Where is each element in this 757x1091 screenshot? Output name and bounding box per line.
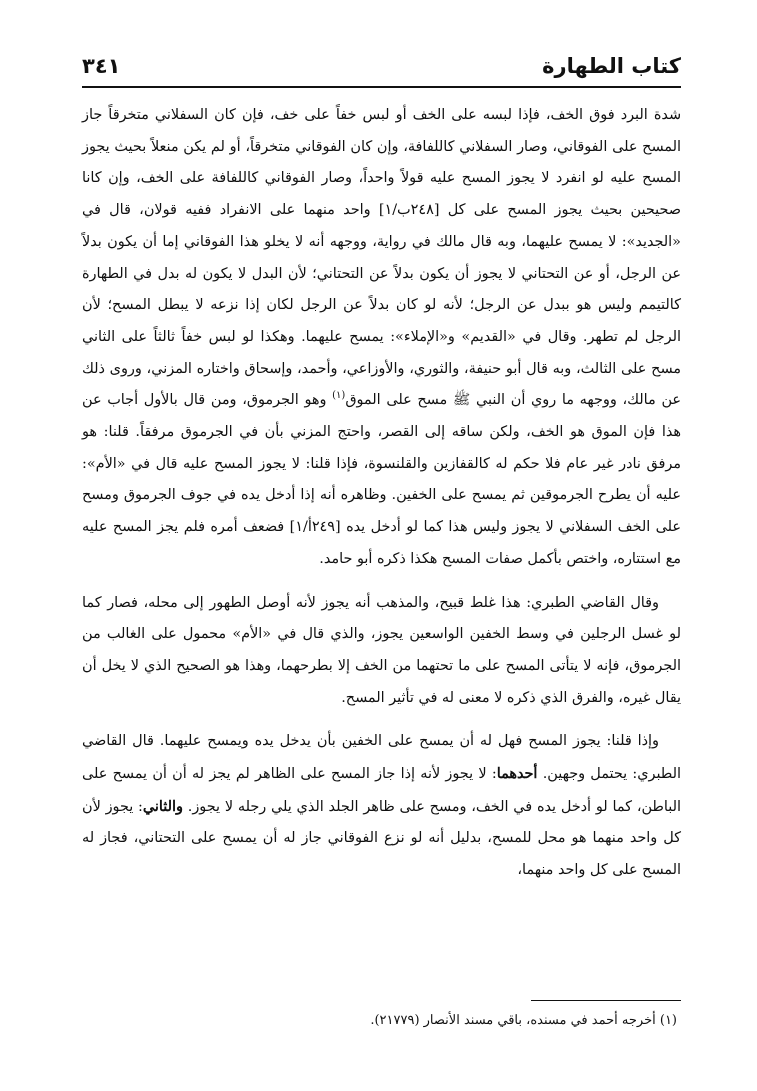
footnote-marker: (١) bbox=[332, 390, 346, 402]
paragraph-1-continued: وهو الجرموق، ومن قال بالأول أجاب عن هذا فإن الموق هو الخف، ولكن ساقه إلى القصر، واحتج المزني بأن في الجرموق مرفقاً. قلنا: هو مرفق نادر غير عام فلا حكم له كالقفازين والقلنسوة، فإذا قلنا: لا يجوز المسح عليه قال في «الأم»: عليه أن يطرح الجرموقين ثم يمسح على الخفين. وظاهره أنه إذا أدخل يده في جوف الجرموق ومسح على الخف السفلاني لا يجوز وليس هذا كما لو أدخل يده [٢٤٩أ/١] فضعف أمره فلم يجز المسح عليه مع استتاره، واختص بأكمل صفات المسح هكذا ذكره أبو حامد. bbox=[82, 392, 682, 567]
paragraph-3 bbox=[82, 726, 681, 887]
paragraph-3-text-b: : لا يجوز لأنه إذا جاز المسح على الظاهر لم يجز له أن أن يمسح على الباطن، كما لو أدخل يده في الخف، ومسح على ظاهر الجلد الذي يلي رجله لا يجوز. bbox=[82, 766, 681, 815]
first-opinion-label: أحدهما bbox=[496, 765, 538, 783]
page-header bbox=[82, 52, 681, 88]
paragraph-3-text-a: وإذا قلنا: يجوز المسح فهل له أن يمسح على الخفين بأن يدخل يده ويمسح عليهما. قال القاضي الطبري: يحتمل وجهين. bbox=[82, 733, 681, 783]
footnote: (١) أخرجه أحمد في مسنده، باقي مسند الأنصار (٢١٧٧٩). bbox=[370, 1013, 677, 1028]
footnote-divider bbox=[531, 1000, 681, 1001]
main-text bbox=[82, 100, 681, 887]
chapter-title: كتاب الطهارة bbox=[542, 54, 681, 78]
second-opinion-label: والثاني bbox=[142, 797, 183, 815]
paragraph-1 bbox=[82, 100, 681, 576]
paragraph-2 bbox=[82, 588, 681, 715]
paragraph-3-text-c: : يجوز لأن كل واحد منهما هو محل للمسح، بدليل أنه لو نزع الفوقاني جاز له أن يمسح على التحتاني، فجاز له المسح على كل واحد منهما، bbox=[82, 798, 681, 879]
paragraph-1-text: شدة البرد فوق الخف، فإذا لبسه على الخف أو لبس خفاً على خف، فإن كان السفلاني متخرقاً جاز المسح على الفوقاني، وصار السفلاني كاللفافة، وإن كان الفوقاني متخرقاً، أو لم يكن منعلاً بحيث يجوز المسح عليه لو انفرد لا يجوز المسح عليه قولاً واحداً، وصار الفوقاني كاللفافة على الخف، وإن كانا صحيحين بحيث يجوز المسح على كل [٢٤٨ب/١] واحد منهما على الانفراد ففيه قولان، قال في «الجديد»: لا يمسح عليهما، وبه قال مالك في رواية، ووجهه أنه لا يخلو هذا الفوقاني إما أن يكون بدلاً عن الرجل، أو عن التحتاني لا يجوز أن يكون بدلاً عن التحتاني؛ لأن البدل لا يكون له بدل في الطهارة كالتيمم وليس هو ببدل عن الرجل؛ لأنه لو كان بدلاً عن الرجل لكان إذا نزعه لا يبطل المسح؛ لأن الرجل لم تطهر. وقال في «القديم» و«الإملاء»: يمسح عليهما. وهكذا لو لبس خفاً ثالثاً على الثاني مسح على الثالث، وبه قال أبو حنيفة، والثوري، والأوزاعي، وأحمد، وإسحاق واختاره المزني، وروى ذلك عن مالك، ووجهه ما روي أن النبي ﷺ مسح على الموق bbox=[82, 107, 681, 409]
paragraph-2-text: وقال القاضي الطبري: هذا غلط قبيح، والمذهب أنه يجوز لأنه أوصل الطهور إلى محله، فصار كما لو غسل الرجلين في وسط الخفين الواسعين يجوز، والذي قال في «الأم» محمول على الغالب من الجرموق، فإنه لا يتأتى المسح على ما تحتهما من الخف إلا بطرحهما، وهذا هو الصحيح الذي لا يخل أن يقال غيره، والفرق الذي ذكره لا معنى له في تأثير المسح. bbox=[82, 594, 681, 706]
page-number: ٣٤١ bbox=[82, 54, 121, 78]
